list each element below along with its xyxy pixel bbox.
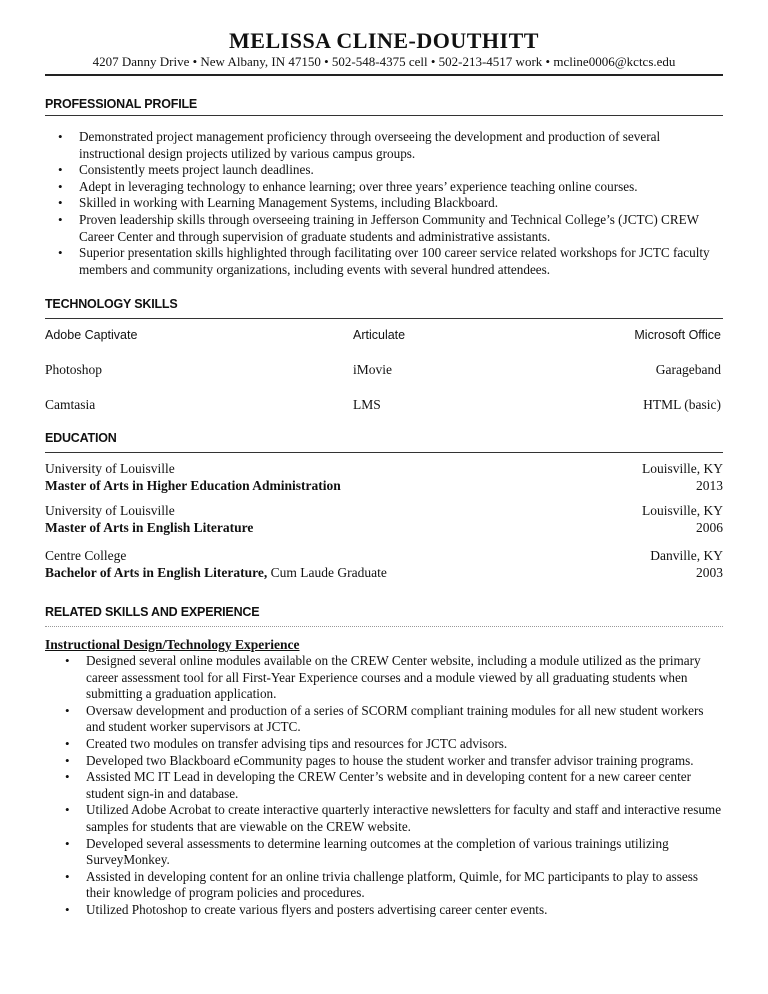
- related-item: • Utilized Adobe Acrobat to create interactive quarterly interactive newsletters for faculty and staff and interactive resume samples for students that are viewable on the CREW website.: [86, 802, 722, 835]
- education-entry: [45, 503, 723, 536]
- school-name: University of Louisville: [45, 503, 175, 518]
- graduation-year: 2013: [696, 477, 723, 493]
- profile-divider: [45, 115, 723, 116]
- candidate-name: MELISSA CLINE-DOUTHITT: [229, 28, 539, 53]
- degree-title: Bachelor of Arts in English Literature,: [45, 564, 268, 580]
- technology-divider: [45, 318, 723, 319]
- related-item: • Designed several online modules available on the CREW Center website, including a module utilized as the primary career assessment tool for all First-Year Experience courses and a module viewed by all graduating students when submitting a graduation application.: [86, 653, 722, 703]
- tech-skill: iMovie: [353, 362, 392, 377]
- related-heading: RELATED SKILLS AND EXPERIENCE: [45, 605, 260, 619]
- related-item: • Oversaw development and production of a series of SCORM compliant training modules for all new student workers and student worker supervisors at JCTC.: [86, 703, 722, 736]
- related-item: • Developed two Blackboard eCommunity pages to house the student worker and transfer advisor training programs.: [86, 753, 722, 770]
- profile-item: • Superior presentation skills highlighted through facilitating over 100 career service related workshops for JCTC faculty members and community organizations, including events with several hundred attendees.: [79, 245, 719, 278]
- profile-item: • Proven leadership skills through overseeing training in Jefferson Community and Technical College’s (JCTC) CREW Career Center and through supervision of graduate students and administrative assistants.: [79, 212, 719, 245]
- tech-skill: Microsoft Office: [634, 328, 721, 342]
- technology-heading: TECHNOLOGY SKILLS: [45, 297, 178, 311]
- related-item: • Assisted in developing content for an online trivia challenge platform, Quimle, for MC participants to play to assess their knowledge of program policies and procedures.: [86, 869, 722, 902]
- school-name: Centre College: [45, 548, 127, 563]
- tech-skill: LMS: [353, 397, 381, 412]
- school-location: Louisville, KY: [642, 503, 723, 518]
- related-item: • Assisted MC IT Lead in developing the CREW Center’s website and in developing content for a new career center student sign-in and database.: [86, 769, 722, 802]
- tech-skill: Camtasia: [45, 397, 96, 412]
- related-list: [86, 653, 722, 919]
- related-subheading: Instructional Design/Technology Experience: [45, 637, 300, 652]
- related-item: • Created two modules on transfer advising tips and resources for JCTC advisors.: [86, 736, 722, 753]
- tech-skill: Adobe Captivate: [45, 328, 138, 342]
- profile-item: • Consistently meets project launch deadlines.: [79, 162, 719, 179]
- tech-skill: HTML (basic): [643, 397, 721, 412]
- profile-item: • Skilled in working with Learning Management Systems, including Blackboard.: [79, 195, 719, 212]
- degree-extra: Cum Laude Graduate: [267, 564, 387, 580]
- degree-title: Master of Arts in Higher Education Administration: [45, 477, 341, 493]
- contact-line: 4207 Danny Drive • New Albany, IN 47150 • 502-548-4375 cell • 502-213-4517 work • mcline0006@kctcs.edu: [92, 54, 676, 69]
- degree-title: Master of Arts in English Literature: [45, 519, 254, 535]
- profile-item: • Adept in leveraging technology to enhance learning; over three years’ experience teaching online courses.: [79, 179, 719, 196]
- school-name: University of Louisville: [45, 461, 175, 476]
- education-divider: [45, 452, 723, 453]
- tech-skill: Garageband: [655, 362, 721, 377]
- profile-list: [79, 129, 719, 278]
- related-item: • Utilized Photoshop to create various flyers and posters advertising career center events.: [86, 902, 722, 919]
- related-item: • Developed several assessments to determine learning outcomes at the completion of various trainings utilizing SurveyMonkey.: [86, 836, 722, 869]
- profile-heading: PROFESSIONAL PROFILE: [45, 97, 198, 111]
- school-location: Louisville, KY: [642, 461, 723, 476]
- school-location: Danville, KY: [650, 548, 723, 563]
- related-divider: [45, 626, 723, 627]
- profile-item: • Demonstrated project management proficiency through overseeing the development and production of several instructional design projects utilized by various campus groups.: [79, 129, 719, 162]
- graduation-year: 2006: [696, 519, 723, 535]
- tech-skill: Articulate: [353, 328, 406, 342]
- education-entry: [45, 548, 723, 581]
- header-divider: [45, 74, 723, 76]
- tech-skill: Photoshop: [45, 362, 103, 377]
- education-entry: [45, 461, 723, 494]
- graduation-year: 2003: [696, 564, 723, 580]
- education-heading: EDUCATION: [45, 431, 117, 445]
